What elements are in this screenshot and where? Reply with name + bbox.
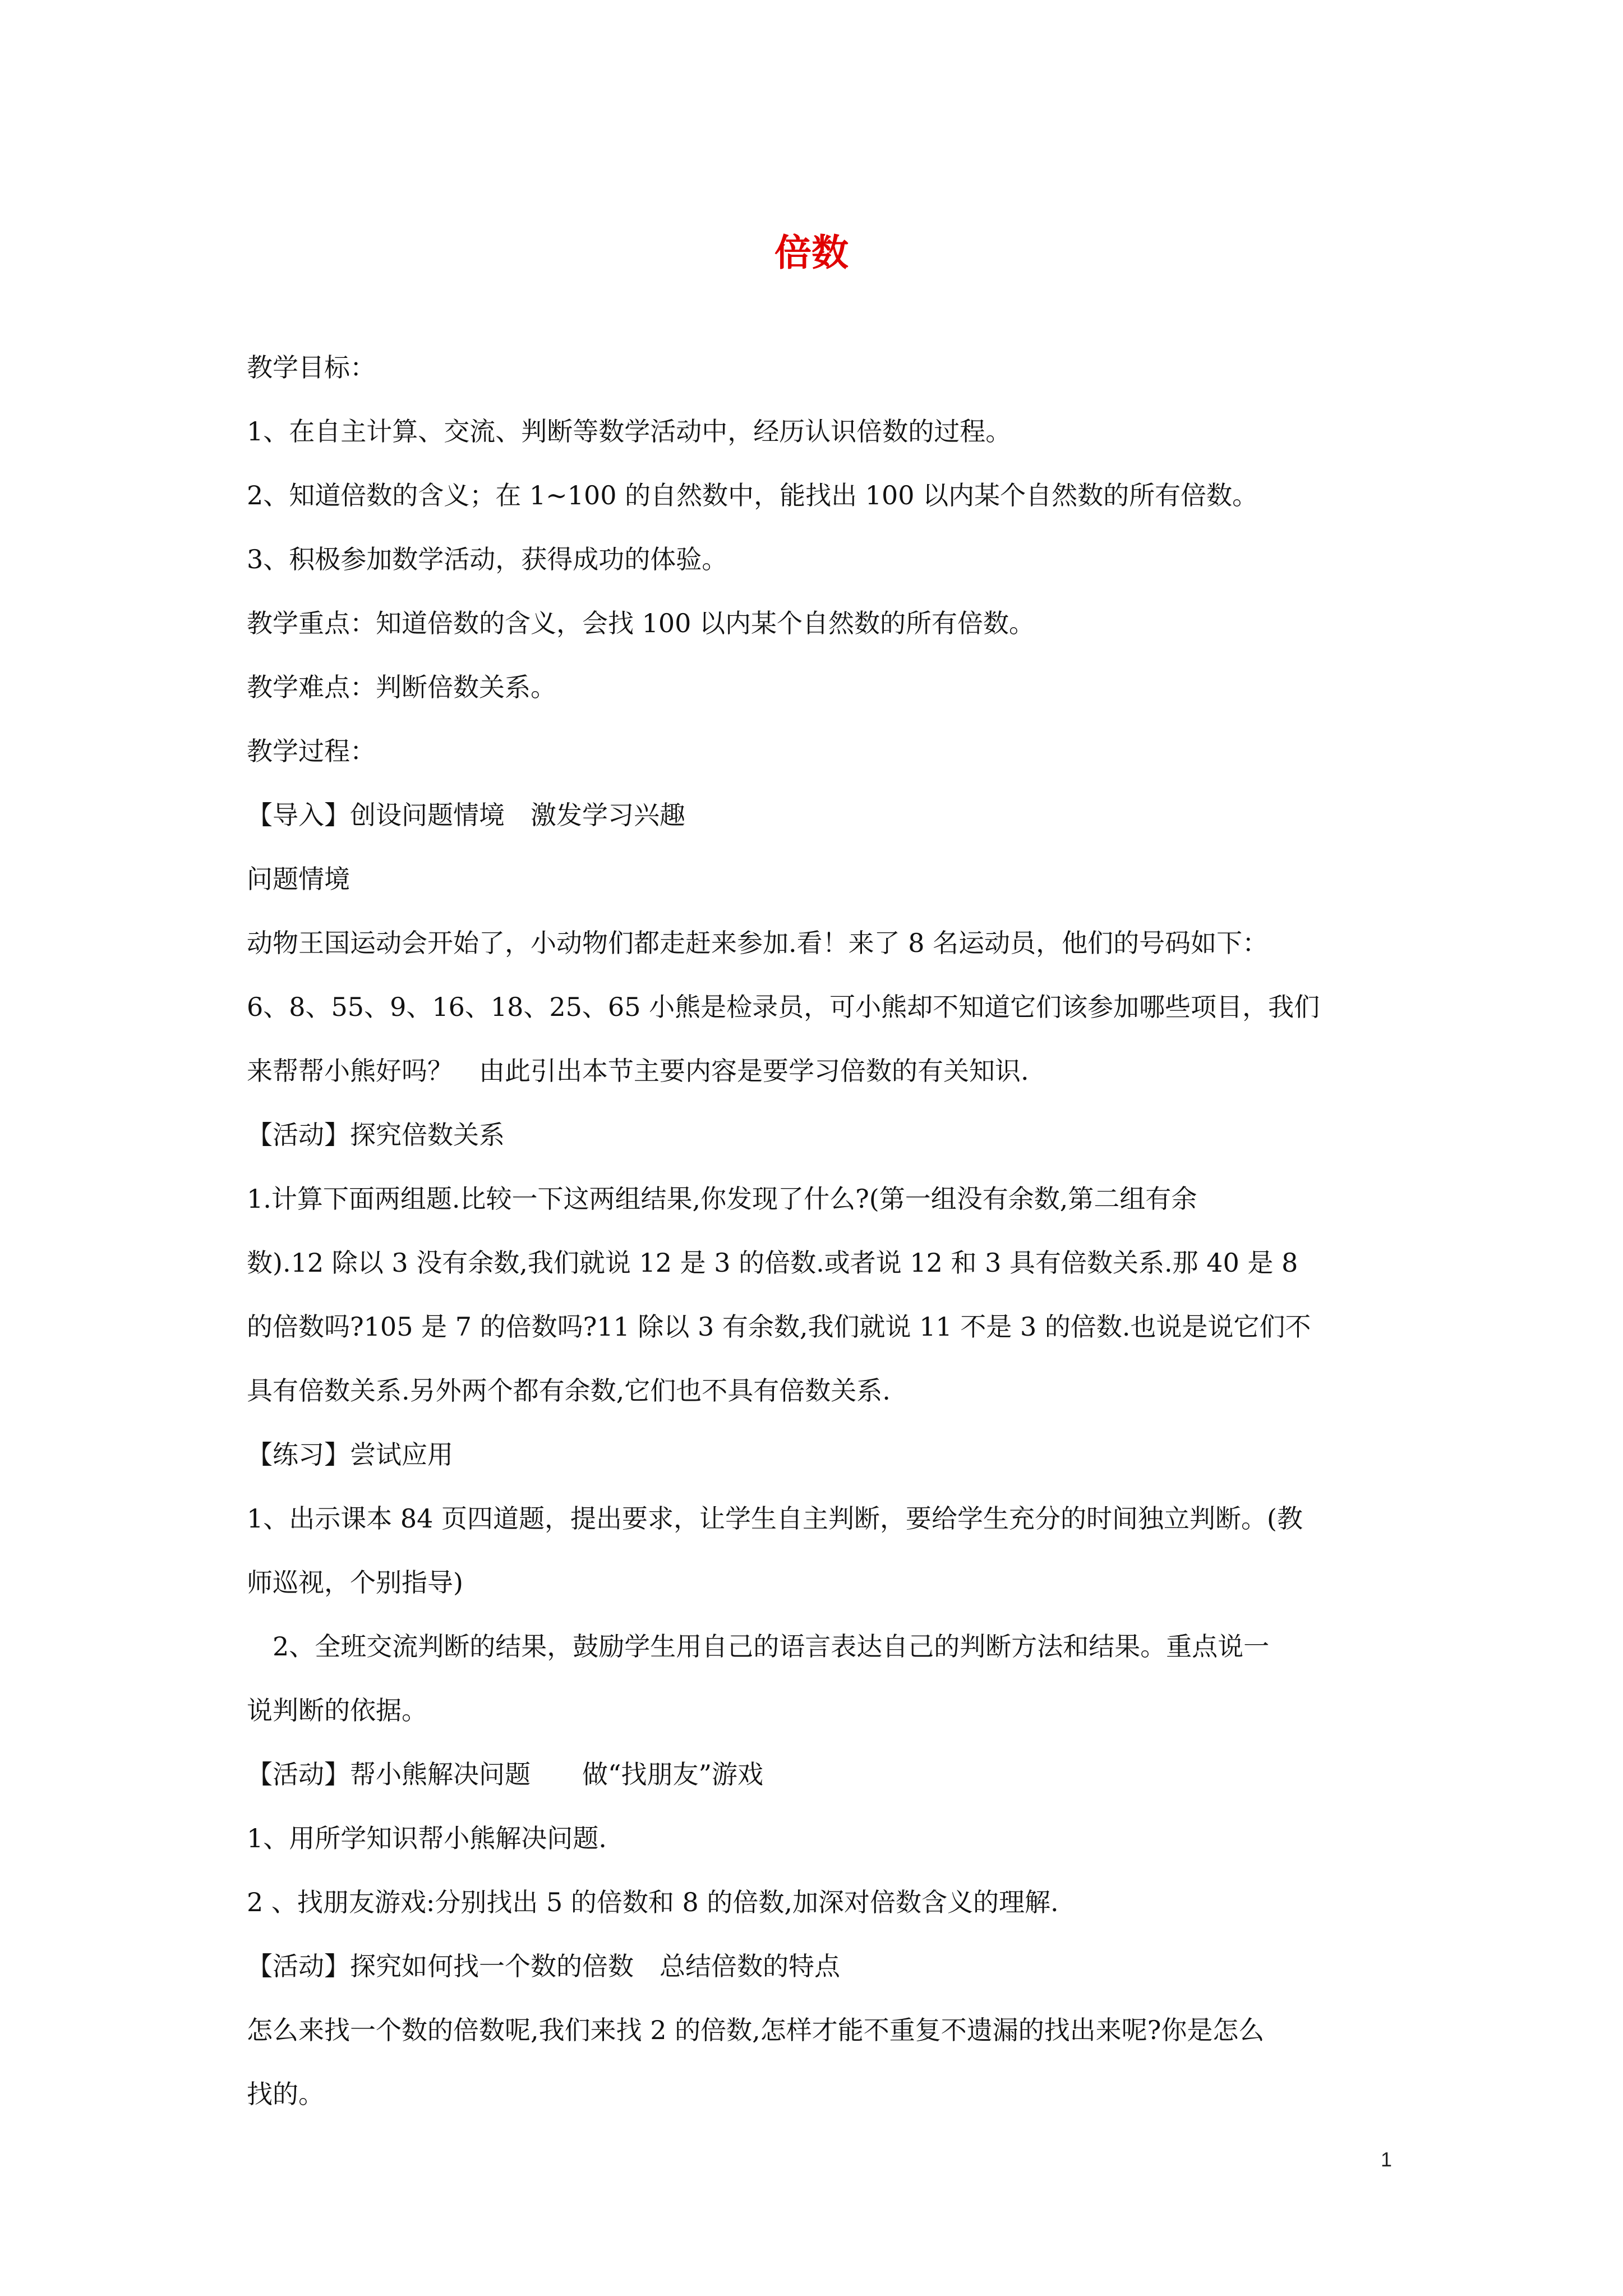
paragraph-line: 问题情境 [247, 864, 350, 894]
section-heading: 【活动】探究倍数关系 [247, 1120, 505, 1150]
paragraph-line: 的倍数吗?105 是 7 的倍数吗?11 除以 3 有余数,我们就说 11 不是 3 的倍数.也说是说它们不 [247, 1312, 1311, 1342]
section-heading: 【导入】创设问题情境 激发学习兴趣 [247, 800, 685, 830]
paragraph-line: 1、用所学知识帮小熊解决问题. [247, 1823, 607, 1853]
paragraph-line: 找的。 [247, 2079, 324, 2109]
paragraph-line: 6、8、55、9、16、18、25、65 小熊是检录员，可小熊却不知道它们该参加哪些项目，我们 [247, 992, 1320, 1022]
paragraph-line: 教学重点：知道倍数的含义，会找 100 以内某个自然数的所有倍数。 [247, 608, 1035, 638]
section-heading: 【练习】尝试应用 [247, 1439, 453, 1470]
paragraph-line: 1、出示课本 84 页四道题，提出要求，让学生自主判断，要给学生充分的时间独立判断。(教 [247, 1503, 1303, 1534]
paragraph-line: 教学过程： [247, 736, 376, 766]
document-title: 倍数 [774, 231, 849, 274]
paragraph-line: 教学难点：判断倍数关系。 [247, 672, 556, 702]
document-body [247, 335, 1395, 2126]
paragraph-line: 说判断的依据。 [247, 1695, 427, 1726]
section-heading: 【活动】帮小熊解决问题 做“找朋友”游戏 [247, 1759, 764, 1789]
paragraph-line: 动物王国运动会开始了，小动物们都走赶来参加.看！来了 8 名运动员，他们的号码如下： [247, 928, 1269, 958]
paragraph-line: 2、全班交流判断的结果，鼓励学生用自己的语言表达自己的判断方法和结果。重点说一 [273, 1631, 1270, 1662]
page-number: 1 [1380, 2148, 1392, 2171]
paragraph-line: 1、在自主计算、交流、判断等数学活动中，经历认识倍数的过程。 [247, 416, 1012, 447]
paragraph-line: 数).12 除以 3 没有余数,我们就说 12 是 3 的倍数.或者说 12 和 3 具有倍数关系.那 40 是 8 [247, 1248, 1298, 1278]
paragraph-line: 2 、找朋友游戏:分别找出 5 的倍数和 8 的倍数,加深对倍数含义的理解. [247, 1887, 1059, 1917]
paragraph-line: 1.计算下面两组题.比较一下这两组结果,你发现了什么?(第一组没有余数,第二组有余 [247, 1184, 1197, 1214]
section-heading: 【活动】探究如何找一个数的倍数 总结倍数的特点 [247, 1951, 840, 1981]
paragraph-line: 3、积极参加数学活动，获得成功的体验。 [247, 544, 728, 574]
paragraph-line: 怎么来找一个数的倍数呢,我们来找 2 的倍数,怎样才能不重复不遗漏的找出来呢?你是怎么 [247, 2015, 1265, 2045]
paragraph-line: 师巡视，个别指导) [247, 1567, 463, 1598]
paragraph-line: 具有倍数关系.另外两个都有余数,它们也不具有倍数关系. [247, 1375, 891, 1406]
paragraph-line: 教学目标： [247, 352, 376, 383]
paragraph-line: 2、知道倍数的含义；在 1~100 的自然数中，能找出 100 以内某个自然数的所有倍数。 [247, 480, 1258, 510]
paragraph-line: 来帮帮小熊好吗？ 由此引出本节主要内容是要学习倍数的有关知识. [247, 1056, 1029, 1086]
